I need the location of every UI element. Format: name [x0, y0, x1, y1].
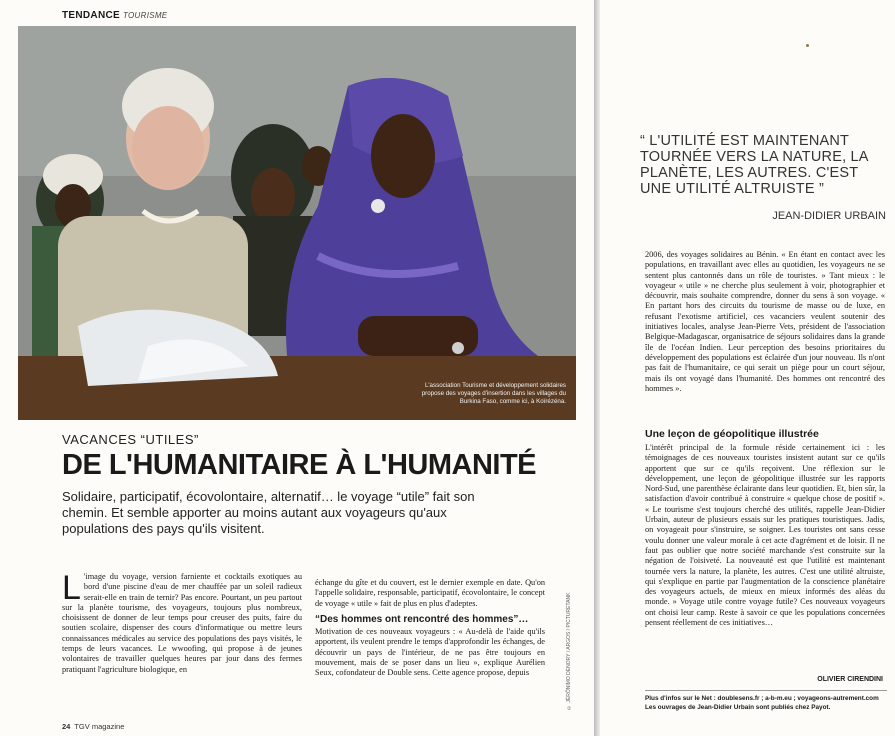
subheading-1: “Des hommes ont rencontré des hommes”… — [315, 613, 529, 625]
photo-caption: L'association Tourisme et développement solidaires propose des voyages d'insertion dans les villages du Burkina Faso, comme ici, à Koïrézéna. — [421, 382, 566, 405]
info-links: Plus d'infos sur le Net : doublesens.fr ; a-b-m.eu ; voyageons-autrement.com — [645, 695, 879, 702]
subheading-2: Une leçon de géopolitique illustrée — [645, 428, 819, 440]
article-photo — [18, 26, 576, 420]
author-signature: OLIVIER CIRENDINI — [817, 676, 883, 683]
subsection-label: TOURISME — [122, 11, 168, 20]
page-number: 24 — [62, 722, 71, 731]
decorative-dot — [806, 44, 809, 47]
section-label: TENDANCE — [62, 10, 120, 21]
body-column-1-text: 'image du voyage, version farniente et cocktails exotiques au bord d'une piscine d'eau de mer chauffée par un soleil radieux serait-elle en train de ternir? Pas encore. Pourtant, un peu partout sur la planète tourisme, des voyageurs, toujours plus nombreux, choisissent de donner de leur temps pour creuser des puits, faire du soutien scolaire, dispenser des cours d'informatique ou mettre leurs connaissances médicales au service des populations des pays visités, le temps de leurs vacances. Le wwoofing, qui propose à de jeunes volontaires de travailler quelques heures par jour dans des fermes pratiquant l'agriculture biologique, en — [62, 572, 302, 674]
article-kicker: VACANCES “UTILES” — [62, 432, 199, 447]
body-column-2 — [315, 578, 545, 679]
body-column-2-paragraph-1: échange du gîte et du couvert, est le dernier exemple en date. Qu'on l'appelle solidaire, responsable, participatif, écovolontaire, le concept de voyage « utile » fait de plus en plus d'adeptes. — [315, 578, 545, 608]
pull-quote: “ L'UTILITÉ EST MAINTENANT TOURNÉE VERS LA NATURE, LA PLANÈTE, LES AUTRES. C'EST UNE UTILITÉ ALTRUISTE ” — [640, 133, 868, 197]
drop-cap: L — [62, 569, 81, 607]
body-column-4: L'intérêt principal de la formule réside certainement ici : les témoignages de ces nouveaux touristes insistent autant sur ce qu'ils apportent que sur ce qu'ils reçoivent. Une réflexion sur le développement, une leçon de géopolitique illustrée sur les rapports Nord-Sud, une parenthèse éclairante dans leur quotidien. Et, bien sûr, la satisfaction d'avoir contribué à construire « quelque chose de positif ». « Le tourisme s'est toujours cherché des utilités, rappelle Jean-Didier Urbain, auteur de plusieurs essais sur les pratiques touristiques. Jadis, on voyageait pour s'instruire, se soigner. Les touristes ont sans cesse voulu donner une valeur morale à cet acte d'agrément et de loisir. Il ne faut pas oublier que notre société marchande s'est construite sur la négation de l'oisiveté. La nouveauté est que l'utilité est maintenant tournée vers la nature, la planète, les autres. C'est une utilité altruiste, qui s'explique en partie par l'augmentation de la conscience planétaire des voyageurs actuels, de mieux en mieux informés des aléas du monde. » Voyage utile contre voyage futile? Ces nouveaux voyageurs ont choisi leur camp. Reste à savoir ce que les populations concernées pensent réellement de ces initiatives… — [645, 443, 885, 628]
info-books: Les ouvrages de Jean-Didier Urbain sont publiés chez Payot. — [645, 703, 831, 711]
page-footer — [62, 722, 124, 731]
pull-quote-author: JEAN-DIDIER URBAIN — [772, 210, 886, 222]
magazine-name: TGV magazine — [74, 722, 125, 731]
article-headline: DE L'HUMANITAIRE À L'HUMANITÉ — [62, 449, 536, 481]
photo-credit: © JÉRÔNIMO DÉNORY / ARGOS / PICTURETANK — [566, 592, 572, 710]
section-header — [62, 10, 167, 21]
body-column-1 — [62, 569, 302, 675]
right-page — [600, 0, 895, 736]
body-column-3: 2006, des voyages solidaires au Bénin. « En étant en contact avec les populations, en travaillant avec elles au quotidien, les voyageurs ne se sentent plus cantonnés dans un rôle de touristes. » Tant mieux : le voyageur « utile » ne cherche plus seulement à voir, photographier et découvrir, mais souhaite comprendre, donner du sens à son voyage. « En partant hors des circuits du tourisme de masse ou de luxe, en refusant l'exotisme artificiel, ces vacanciers veulent soutenir des initiatives locales, analyse Jean-Pierre Vets, président de l'association Belgique-Madagascar, organisatrice de séjours solidaires dans la grande île de l'océan Indien. Leur perception des besoins prioritaires du développement des populations est éclairée d'un jour nouveau. Ils n'ont pas fait de l'humanitaire, ce qui serait un piège pour un court séjour, mais ils ont voyagé dans l'humanité. Des hommes ont rencontré des hommes ». — [645, 250, 885, 393]
photo-illustration — [18, 26, 576, 420]
info-box — [645, 690, 887, 712]
article-standfirst: Solidaire, participatif, écovolontaire, alternatif… le voyage “utile” fait son chemin. Et semble apporter au moins autant aux voyageurs qu'aux populations des pays qu'ils visitent. — [62, 489, 475, 536]
body-column-2-paragraph-2: Motivation de ces nouveaux voyageurs : « Au-delà de l'aide qu'ils apportent, ils veulent prendre le temps d'approfondir les échanges, de découvrir un pays de l'intérieur, de ne pas être toujours en mouvement, mais de se poser dans un lieu », explique Aurélien Seux, cofondateur de Double sens. Cette agence propose, depuis — [315, 627, 545, 678]
